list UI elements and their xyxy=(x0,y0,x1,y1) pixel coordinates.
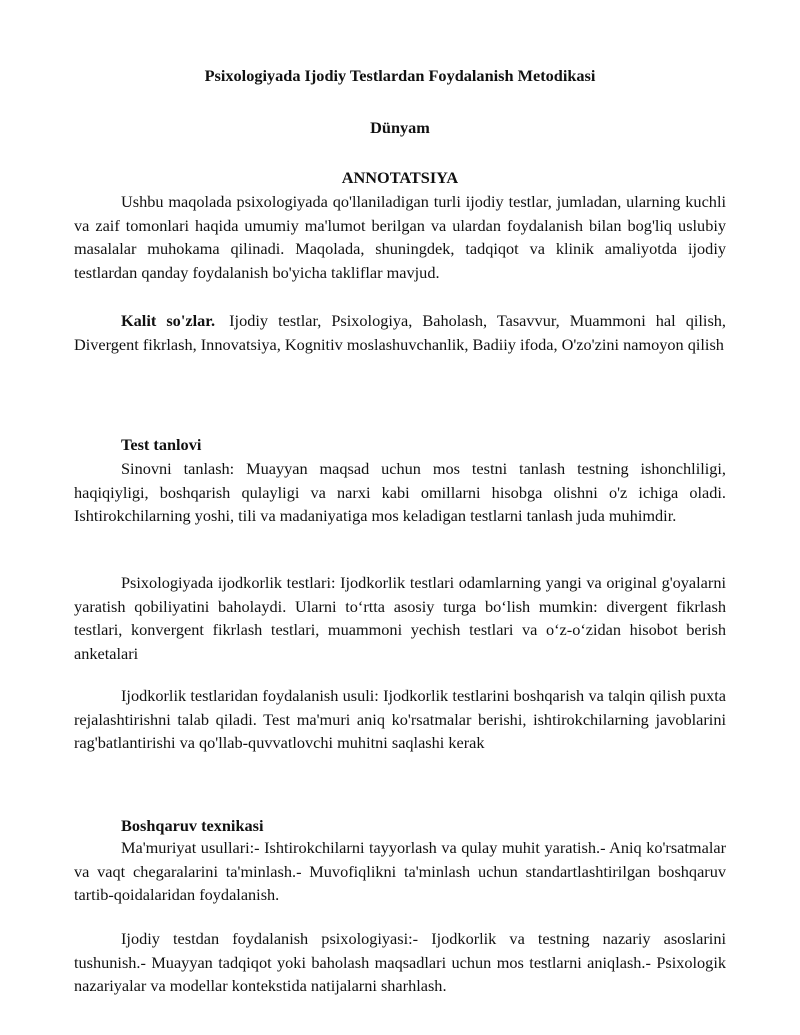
document-title: Psixologiyada Ijodiy Testlardan Foydalanish Metodikasi xyxy=(204,66,596,85)
author-name: Dünyam xyxy=(370,118,430,137)
abstract-heading: ANNOTATSIYA xyxy=(341,168,459,187)
paragraph-creativity-tests: Psixologiyada ijodkorlik testlari: Ijodkorlik testlari odamlarning yangi va original g'oyalarni yaratish qobiliyatini baholaydi. Ularni to‘rtta asosiy turga bo‘lish mumkin: divergent fikrlash testlari, konvergent fikrlash testlari, muammoni yechish testlari va o‘z-o‘zidan hisobot berish anketalari xyxy=(74,573,726,663)
section-heading-management: Boshqaruv texnikasi xyxy=(121,816,264,835)
keywords-list: Ijodiy testlar, Psixologiya, Baholash, Tasavvur, Muammoni hal qilish, Divergent fikrlash, Innovatsiya, Kognitiv moslashuvchanlik, Badiiy ifoda, O'zo'zini namoyon qilish xyxy=(74,311,726,354)
paragraph-administration-methods: Ma'muriyat usullari:- Ishtirokchilarni tayyorlash va qulay muhit yaratish.- Aniq ko'rsatmalar va vaqt chegaralarini ta'minlash.- Muvofiqlikni ta'minlash uchun standartlashtirilgan boshqaruv tartib-qoidalaridan foydalanish. xyxy=(74,838,726,905)
abstract-paragraph: Ushbu maqolada psixologiyada qo'llaniladigan turli ijodiy testlar, jumladan, ularning kuchli va zaif tomonlari haqida umumiy ma'lumot berilgan va ulardan foydalanish bilan bog'liq uslubiy masalalar muhokama qilinadi. Maqolada, shuningdek, tadqiqot va klinik amaliyotda ijodiy testlardan qanday foydalanish bo'yicha takliflar mavjud. xyxy=(74,192,726,282)
keywords-label: Kalit so'zlar. xyxy=(121,311,216,330)
keywords-paragraph xyxy=(74,309,726,356)
paragraph-test-selection: Sinovni tanlash: Muayyan maqsad uchun mos testni tanlash testning ishonchliligi, haqiqiyligi, boshqarish qulayligi va narxi kabi omillarni hisobga olishni o'z ichiga oladi. Ishtirokchilarning yoshi, tili va madaniyatiga mos keladigan testlarni tanlash juda muhimdir. xyxy=(74,459,726,526)
paragraph-usage-method: Ijodkorlik testlaridan foydalanish usuli: Ijodkorlik testlarini boshqarish va talqin qilish puxta rejalashtirishni talab qiladi. Test ma'muri aniq ko'rsatmalar berishi, ishtirokchilarning javoblarini rag'batlantirishi va qo'llab-quvvatlovchi muhitni saqlashi kerak xyxy=(74,686,726,753)
paragraph-test-psychology: Ijodiy testdan foydalanish psixologiyasi:- Ijodkorlik va testning nazariy asoslarini tushunish.- Muayyan tadqiqot yoki baholash maqsadlari uchun mos testlarni aniqlash.- Psixologik nazariyalar va modellar kontekstida natijalarni sharhlash. xyxy=(74,929,726,996)
section-heading-test-selection: Test tanlovi xyxy=(121,435,202,454)
